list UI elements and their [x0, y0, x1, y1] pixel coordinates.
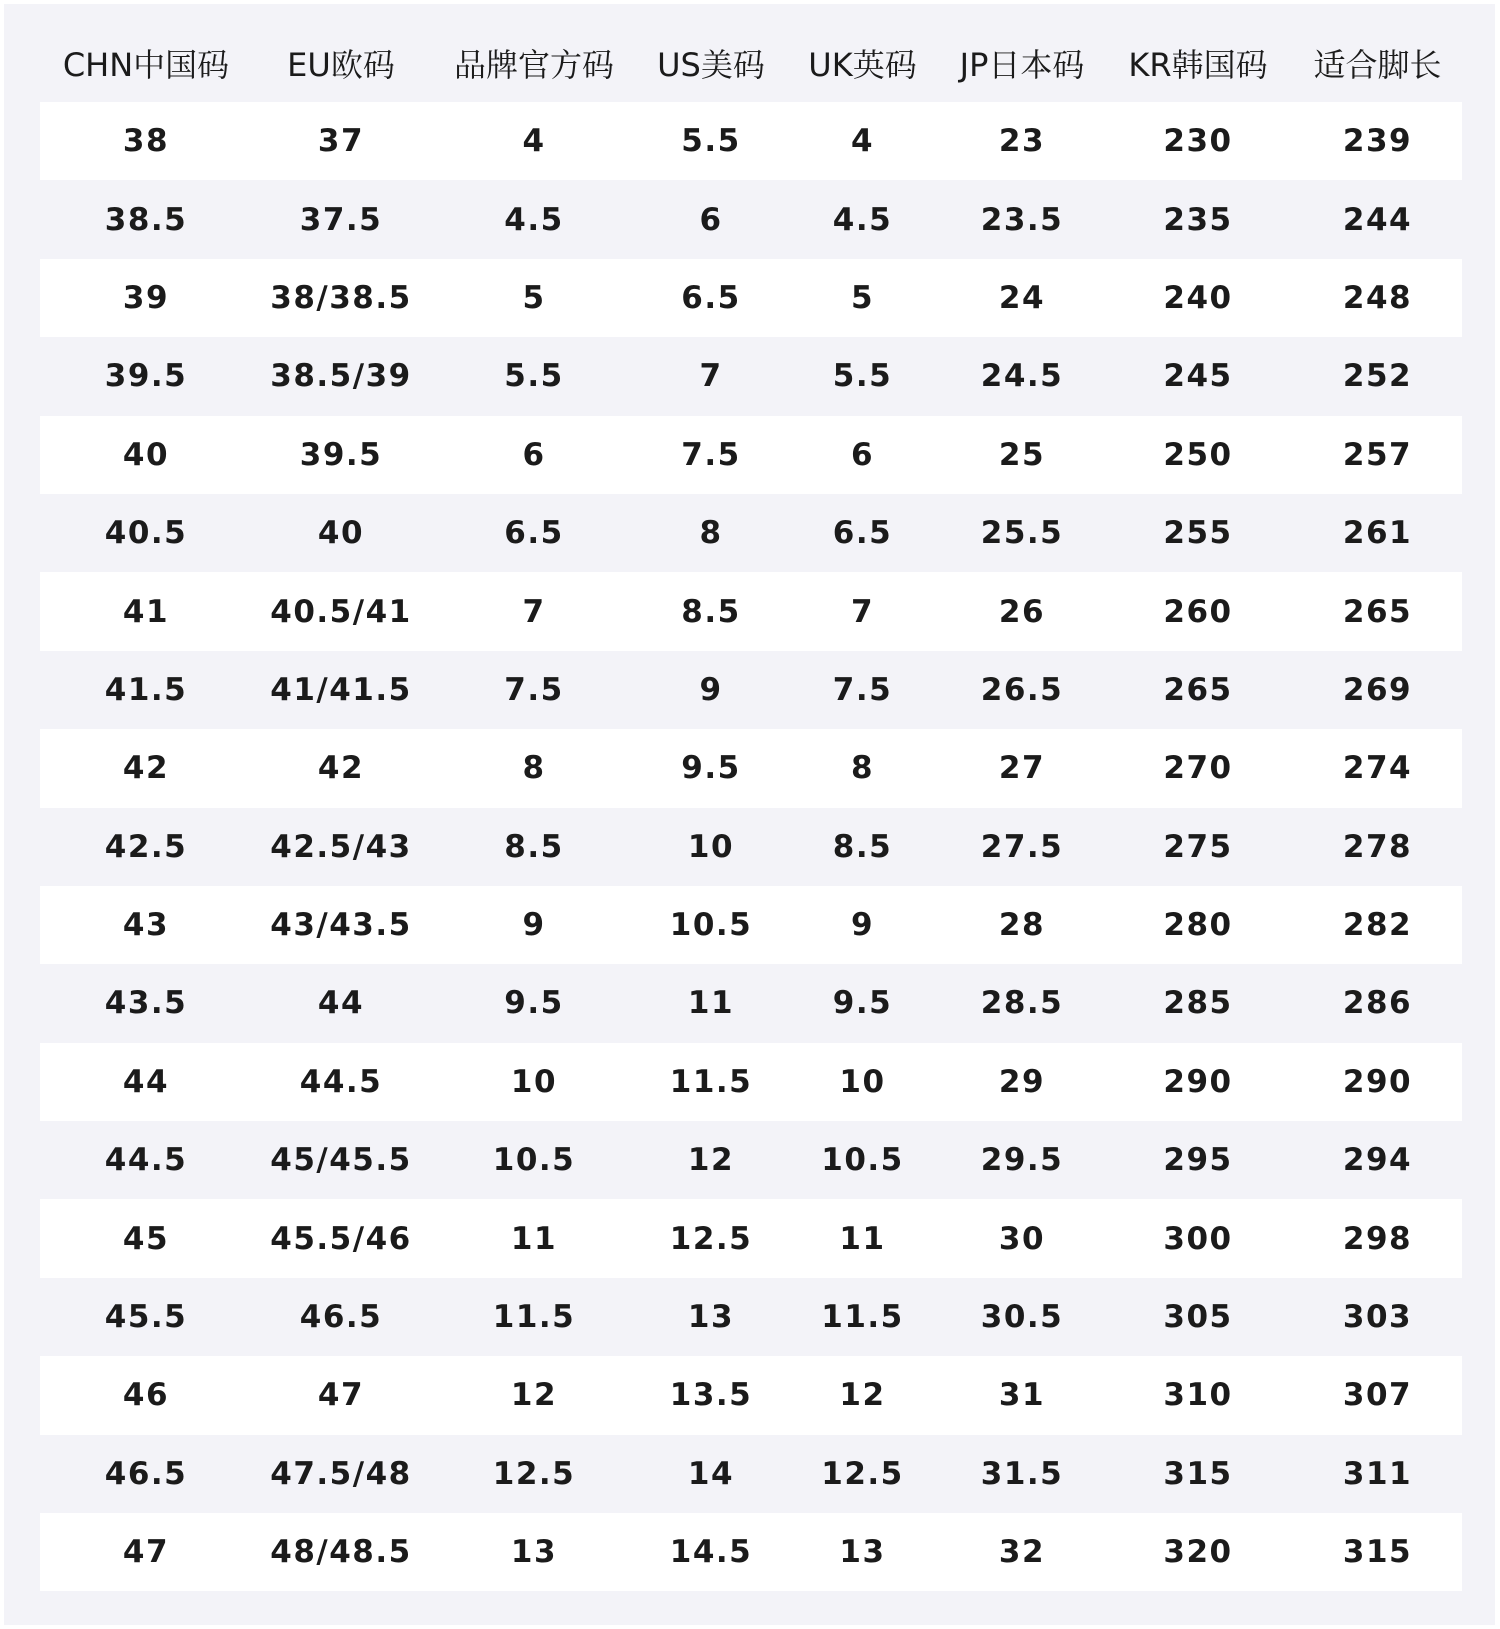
cell-chn-size: 46 [122, 1377, 170, 1414]
cell-jp-size: 30.5 [980, 1299, 1064, 1336]
cell-chn-size: 40.5 [104, 515, 188, 552]
cell-kr-size: 305 [1163, 1299, 1233, 1336]
cell-eu-size: 47.5/48 [270, 1455, 412, 1492]
cell-foot-length: 269 [1342, 671, 1413, 708]
table-row [40, 964, 1462, 1042]
cell-uk-size: 5 [850, 279, 875, 316]
table-row [40, 1121, 1462, 1199]
table-row [40, 180, 1462, 258]
cell-foot-length: 244 [1342, 201, 1413, 238]
cell-eu-size: 43/43.5 [270, 907, 412, 944]
cell-chn-size: 45.5 [104, 1299, 188, 1336]
cell-kr-size: 250 [1163, 436, 1233, 473]
cell-brand-size: 13 [510, 1534, 558, 1571]
cell-foot-length: 278 [1342, 828, 1413, 865]
table-row [40, 1199, 1462, 1277]
cell-brand-size: 5.5 [504, 358, 564, 395]
cell-foot-length: 294 [1342, 1142, 1413, 1179]
cell-chn-size: 41.5 [104, 671, 188, 708]
cell-us-size: 6.5 [681, 279, 741, 316]
cell-uk-size: 8 [850, 750, 875, 787]
cell-kr-size: 275 [1163, 828, 1233, 865]
cell-eu-size: 47 [317, 1377, 365, 1414]
cell-eu-size: 38/38.5 [270, 279, 412, 316]
cell-chn-size: 45 [122, 1220, 170, 1257]
cell-jp-size: 31.5 [980, 1455, 1064, 1492]
cell-chn-size: 41 [122, 593, 170, 630]
cell-kr-size: 265 [1163, 671, 1233, 708]
cell-jp-size: 28.5 [980, 985, 1064, 1022]
cell-foot-length: 252 [1342, 358, 1413, 395]
cell-uk-size: 8.5 [832, 828, 893, 865]
cell-jp-size: 26 [998, 593, 1046, 630]
cell-brand-size: 11 [510, 1220, 558, 1257]
cell-eu-size: 39.5 [299, 436, 383, 473]
header-brand-size: 品牌官方码 [453, 46, 614, 84]
cell-foot-length: 261 [1342, 515, 1413, 552]
cell-uk-size: 4 [850, 123, 875, 160]
cell-kr-size: 255 [1163, 515, 1233, 552]
cell-jp-size: 25 [998, 436, 1046, 473]
cell-kr-size: 315 [1163, 1455, 1233, 1492]
cell-brand-size: 6 [522, 436, 546, 473]
table-row [40, 886, 1462, 964]
cell-uk-size: 7.5 [832, 671, 893, 708]
cell-kr-size: 290 [1163, 1063, 1233, 1100]
cell-chn-size: 39 [122, 279, 170, 316]
cell-kr-size: 270 [1163, 750, 1233, 787]
cell-uk-size: 12.5 [821, 1455, 904, 1492]
cell-uk-size: 13 [839, 1534, 886, 1571]
table-row [40, 416, 1462, 494]
cell-eu-size: 45.5/46 [270, 1220, 412, 1257]
cell-jp-size: 23.5 [980, 201, 1064, 238]
cell-jp-size: 27.5 [980, 828, 1064, 865]
cell-us-size: 9.5 [681, 750, 741, 787]
cell-jp-size: 32 [998, 1534, 1046, 1571]
cell-eu-size: 46.5 [299, 1299, 383, 1336]
cell-brand-size: 7 [522, 593, 546, 630]
table-row [40, 494, 1462, 572]
cell-eu-size: 42.5/43 [270, 828, 412, 865]
header-kr-size: KR韩国码 [1128, 46, 1268, 84]
cell-chn-size: 38.5 [104, 201, 188, 238]
cell-us-size: 14.5 [669, 1534, 753, 1571]
cell-uk-size: 12 [839, 1377, 886, 1414]
cell-uk-size: 11.5 [821, 1299, 904, 1336]
cell-brand-size: 4.5 [504, 201, 564, 238]
cell-eu-size: 37 [317, 123, 365, 160]
cell-brand-size: 4 [522, 123, 546, 160]
cell-foot-length: 286 [1342, 985, 1413, 1022]
cell-brand-size: 10.5 [492, 1142, 576, 1179]
cell-us-size: 9 [699, 671, 723, 708]
cell-brand-size: 6.5 [504, 515, 564, 552]
cell-us-size: 8.5 [681, 593, 741, 630]
cell-brand-size: 12 [510, 1377, 558, 1414]
cell-us-size: 11 [687, 985, 735, 1022]
header-foot-length: 适合脚长 [1313, 46, 1442, 84]
cell-us-size: 11.5 [669, 1063, 753, 1100]
cell-kr-size: 230 [1163, 123, 1233, 160]
cell-jp-size: 24 [998, 279, 1046, 316]
cell-eu-size: 40.5/41 [270, 593, 412, 630]
cell-foot-length: 265 [1342, 593, 1413, 630]
cell-us-size: 6 [699, 201, 723, 238]
cell-eu-size: 48/48.5 [270, 1534, 412, 1571]
cell-foot-length: 298 [1342, 1220, 1413, 1257]
cell-uk-size: 5.5 [832, 358, 893, 395]
cell-uk-size: 10.5 [821, 1142, 904, 1179]
cell-chn-size: 40 [122, 436, 170, 473]
cell-foot-length: 311 [1342, 1455, 1413, 1492]
cell-chn-size: 44 [122, 1063, 170, 1100]
header-uk-size: UK英码 [808, 46, 917, 84]
cell-chn-size: 42 [122, 750, 170, 787]
table-row [40, 337, 1462, 415]
size-chart-header-row [40, 32, 1462, 94]
cell-kr-size: 245 [1163, 358, 1233, 395]
cell-foot-length: 239 [1342, 123, 1413, 160]
cell-jp-size: 24.5 [980, 358, 1064, 395]
table-row [40, 651, 1462, 729]
cell-kr-size: 280 [1163, 907, 1233, 944]
cell-eu-size: 44 [317, 985, 365, 1022]
cell-us-size: 7 [699, 358, 723, 395]
table-row [40, 572, 1462, 650]
cell-us-size: 14 [687, 1455, 735, 1492]
cell-foot-length: 282 [1342, 907, 1413, 944]
header-jp-size: JP日本码 [959, 46, 1085, 84]
cell-kr-size: 320 [1163, 1534, 1233, 1571]
cell-uk-size: 10 [839, 1063, 886, 1100]
cell-brand-size: 8 [522, 750, 546, 787]
table-row [40, 729, 1462, 807]
table-row [40, 1278, 1462, 1356]
cell-eu-size: 45/45.5 [270, 1142, 412, 1179]
cell-brand-size: 10 [510, 1063, 558, 1100]
table-row [40, 259, 1462, 337]
cell-kr-size: 240 [1163, 279, 1233, 316]
cell-chn-size: 47 [122, 1534, 170, 1571]
cell-foot-length: 307 [1342, 1377, 1413, 1414]
cell-us-size: 13.5 [669, 1377, 753, 1414]
cell-chn-size: 39.5 [104, 358, 188, 395]
cell-jp-size: 31 [998, 1377, 1046, 1414]
cell-foot-length: 257 [1342, 436, 1413, 473]
cell-eu-size: 44.5 [299, 1063, 383, 1100]
cell-foot-length: 274 [1342, 750, 1413, 787]
header-us-size: US美码 [657, 46, 765, 84]
table-row [40, 102, 1462, 180]
cell-eu-size: 42 [317, 750, 365, 787]
cell-jp-size: 29.5 [980, 1142, 1064, 1179]
cell-foot-length: 248 [1342, 279, 1413, 316]
cell-us-size: 13 [687, 1299, 735, 1336]
header-eu-size: EU欧码 [287, 46, 395, 84]
cell-eu-size: 37.5 [299, 201, 383, 238]
cell-uk-size: 7 [850, 593, 875, 630]
cell-uk-size: 6 [850, 436, 875, 473]
cell-eu-size: 41/41.5 [270, 671, 412, 708]
header-chn-size: CHN中国码 [62, 46, 230, 84]
cell-us-size: 10.5 [669, 907, 753, 944]
cell-chn-size: 43.5 [104, 985, 188, 1022]
cell-us-size: 7.5 [681, 436, 741, 473]
cell-jp-size: 27 [998, 750, 1046, 787]
cell-uk-size: 9 [850, 907, 875, 944]
cell-brand-size: 9.5 [504, 985, 564, 1022]
table-row [40, 1513, 1462, 1591]
cell-brand-size: 11.5 [492, 1299, 576, 1336]
cell-uk-size: 4.5 [832, 201, 893, 238]
cell-chn-size: 42.5 [104, 828, 188, 865]
cell-kr-size: 285 [1163, 985, 1233, 1022]
table-row [40, 1435, 1462, 1513]
cell-brand-size: 5 [522, 279, 546, 316]
cell-foot-length: 315 [1342, 1534, 1413, 1571]
cell-brand-size: 8.5 [504, 828, 564, 865]
table-row [40, 1356, 1462, 1434]
cell-brand-size: 7.5 [504, 671, 564, 708]
cell-brand-size: 12.5 [492, 1455, 576, 1492]
cell-jp-size: 26.5 [980, 671, 1064, 708]
cell-us-size: 8 [699, 515, 723, 552]
cell-us-size: 5.5 [681, 123, 741, 160]
cell-kr-size: 300 [1163, 1220, 1233, 1257]
table-row [40, 1043, 1462, 1121]
cell-kr-size: 310 [1163, 1377, 1233, 1414]
cell-foot-length: 303 [1342, 1299, 1413, 1336]
cell-us-size: 12 [687, 1142, 735, 1179]
cell-chn-size: 38 [122, 123, 170, 160]
cell-uk-size: 11 [839, 1220, 886, 1257]
cell-jp-size: 29 [998, 1063, 1046, 1100]
size-chart-panel [4, 4, 1495, 1625]
size-chart-body [40, 102, 1462, 1591]
cell-chn-size: 44.5 [104, 1142, 188, 1179]
cell-uk-size: 9.5 [832, 985, 893, 1022]
cell-foot-length: 290 [1342, 1063, 1413, 1100]
cell-eu-size: 40 [317, 515, 365, 552]
cell-chn-size: 43 [122, 907, 170, 944]
cell-uk-size: 6.5 [832, 515, 893, 552]
cell-jp-size: 25.5 [980, 515, 1064, 552]
cell-jp-size: 23 [998, 123, 1046, 160]
cell-us-size: 10 [687, 828, 735, 865]
cell-jp-size: 30 [998, 1220, 1046, 1257]
cell-us-size: 12.5 [669, 1220, 753, 1257]
cell-kr-size: 260 [1163, 593, 1233, 630]
cell-kr-size: 235 [1163, 201, 1233, 238]
cell-jp-size: 28 [998, 907, 1046, 944]
cell-brand-size: 9 [522, 907, 546, 944]
cell-eu-size: 38.5/39 [270, 358, 412, 395]
cell-chn-size: 46.5 [104, 1455, 188, 1492]
table-row [40, 808, 1462, 886]
cell-kr-size: 295 [1163, 1142, 1233, 1179]
